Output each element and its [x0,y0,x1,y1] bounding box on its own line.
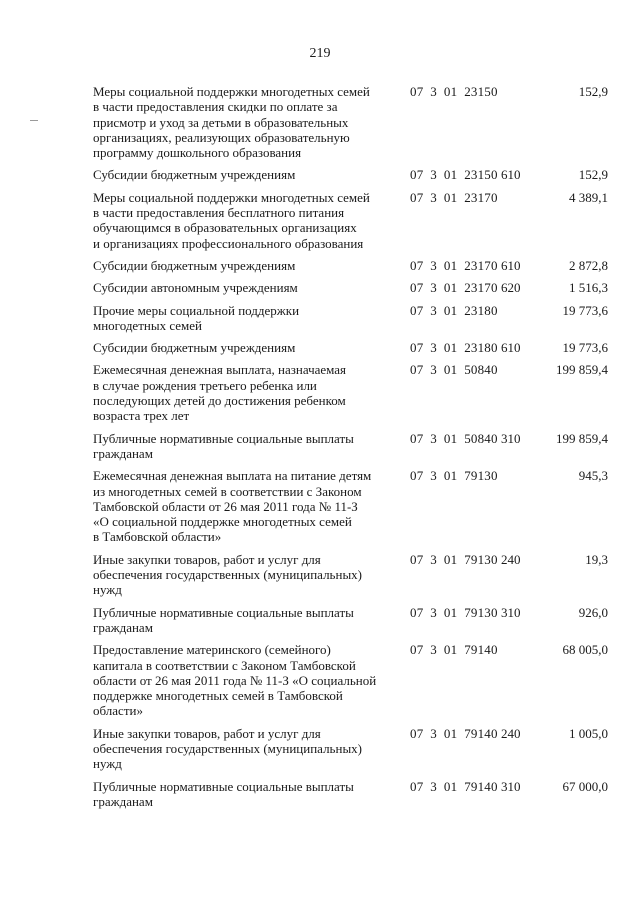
page-number: 219 [309,46,331,61]
row-description: Публичные нормативные социальные выплаты гражданам [93,778,354,809]
row-description: Меры социальной поддержки многодетных семей в части предоставления скидки по оплате за присмотр и уход за детьми в образовательных организациях, реализующих образовательную программу дошкольного образования [93,84,370,161]
row-description: Субсидии автономным учреждениям [93,280,298,296]
table-row [0,190,640,251]
row-expense-type-code: 310 [501,430,521,446]
row-classification-code: 07 3 01 79140 [410,642,498,658]
budget-table [0,84,640,816]
row-amount: 1 005,0 [569,725,608,741]
row-amount: 152,9 [578,84,608,99]
row-expense-type-code: 610 [501,167,521,183]
row-description: Иные закупки товаров, работ и услуг для обеспечения государственных (муниципальных) нужд [93,725,363,772]
row-amount: 945,3 [578,468,608,484]
row-amount: 67 000,0 [562,778,608,794]
table-row [0,280,640,295]
row-classification-code: 07 3 01 79130 [410,551,498,567]
table-row [0,431,640,462]
row-expense-type-code: 620 [501,280,521,296]
row-classification-code: 07 3 01 50840 [410,430,498,446]
row-expense-type-code: 240 [501,725,521,741]
table-row [0,552,640,598]
row-classification-code: 07 3 01 79140 [410,725,498,741]
table-row [0,605,640,636]
row-classification-code: 07 3 01 50840 [410,362,498,378]
row-description: Меры социальной поддержки многодетных семей в части предоставления бесплатного питания обучающимся в образовательных организациях и организациях профессионального образования [93,189,370,251]
row-amount: 19 773,6 [562,340,608,356]
row-amount: 4 389,1 [569,189,608,205]
row-amount: 926,0 [578,604,608,620]
row-expense-type-code: 310 [501,778,521,794]
row-amount: 2 872,8 [569,257,608,273]
row-amount: 199 859,4 [556,362,608,378]
row-classification-code: 07 3 01 79140 [410,778,498,794]
row-description: Ежемесячная денежная выплата, назначаемая в случае рождения третьего ребенка или последующих детей до достижения ребенком возраста трех лет [93,362,347,424]
row-classification-code: 07 3 01 23170 [410,189,498,205]
table-row [0,642,640,718]
row-expense-type-code: 240 [501,551,521,567]
row-amount: 199 859,4 [556,430,608,446]
row-classification-code: 07 3 01 79130 [410,468,498,484]
table-row [0,726,640,772]
row-classification-code: 07 3 01 23180 [410,302,498,318]
table-row [0,303,640,334]
table-row [0,362,640,423]
row-classification-code: 07 3 01 23170 [410,257,498,273]
row-amount: 1 516,3 [569,280,608,296]
row-classification-code: 07 3 01 23170 [410,280,498,296]
row-description: Публичные нормативные социальные выплаты гражданам [93,604,354,635]
row-amount: 19 773,6 [562,302,608,318]
table-row [0,84,640,160]
row-description: Ежемесячная денежная выплата на питание детям из многодетных семей в соответствии с Законом Тамбовской области от 26 мая 2011 года № 11-З «О социальной поддержке многодетных семей в Тамбовской области» [93,468,372,545]
row-classification-code: 07 3 01 23180 [410,340,498,356]
row-description: Субсидии бюджетным учреждениям [93,257,296,273]
row-description: Иные закупки товаров, работ и услуг для обеспечения государственных (муниципальных) нужд [93,551,363,598]
row-description: Субсидии бюджетным учреждениям [93,340,296,356]
row-description: Субсидии бюджетным учреждениям [93,167,296,183]
row-classification-code: 07 3 01 79130 [410,604,498,620]
row-description: Публичные нормативные социальные выплаты гражданам [93,430,354,461]
table-row [0,340,640,355]
row-expense-type-code: 310 [501,604,521,620]
row-classification-code: 07 3 01 23150 [410,84,498,99]
table-row [0,779,640,810]
row-amount: 152,9 [578,167,608,183]
row-expense-type-code: 610 [501,340,521,356]
row-amount: 68 005,0 [562,642,608,658]
row-expense-type-code: 610 [501,257,521,273]
table-row [0,167,640,182]
row-description: Предоставление материнского (семейного) капитала в соответствии с Законом Тамбовской области от 26 мая 2011 года № 11-З «О социальной поддержке многодетных семей в Тамбовской области» [93,642,377,719]
row-amount: 19,3 [585,551,608,567]
table-row [0,468,640,544]
table-row [0,258,640,273]
row-description: Прочие меры социальной поддержки многодетных семей [93,302,300,333]
row-classification-code: 07 3 01 23150 [410,167,498,183]
